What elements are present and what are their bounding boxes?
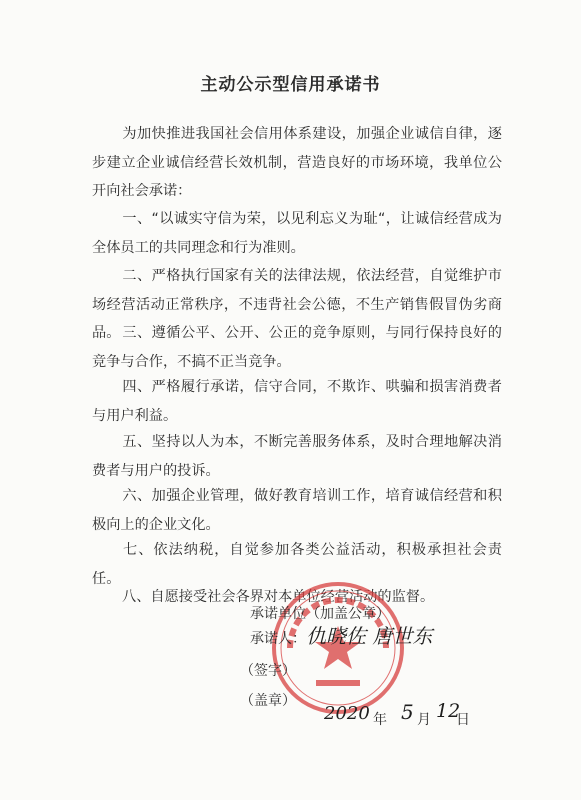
date-year: 2020 [324,703,370,724]
promising-unit-label: 承诺单位（加盖公章） [250,606,390,622]
date-month: 5 [401,700,414,724]
commitment-item-text: 六、加强企业管理，做好教育培训工作，培育诚信经营和积极向上的企业文化。 [92,488,502,533]
commitment-item-4 [92,373,502,430]
signature-note: （签字） [240,663,296,679]
document-title: 主动公示型信用承诺书 [200,75,381,95]
date-day-char: 日 [456,712,470,728]
date-day: 12 [436,700,461,722]
promiser-label: 承诺人： [250,631,306,647]
commitment-item-text: 三、遵循公平、公开、公正的竞争原则，与同行保持良好的竞争与合作，不搞不正当竞争。 [92,325,502,370]
commitment-item-text: 二、严格执行国家有关的法律法规，依法经营，自觉维护市场经营活动正常秩序，不违背社会公德，不生产销售假冒伪劣商品。 [92,268,502,341]
commitment-item-text: 八、自愿接受社会各界对本单位经营活动的监督。 [122,589,435,605]
intro-paragraph [92,120,502,206]
commitment-item-text: 五、坚持以人为本，不断完善服务体系，及时合理地解决消费者与用户的投诉。 [92,434,502,479]
commitment-item-1 [92,205,502,262]
commitment-item-text: 一、“以诚实守信为荣，以见利忘义为耻“，让诚信经营成为全体员工的共同理念和行为准则。 [92,211,502,256]
seal-note: （盖章） [240,693,296,709]
date-month-char: 月 [417,712,431,728]
commitment-item-3 [92,319,502,376]
intro-text: 为加快推进我国社会信用体系建设，加强企业诚信自律，逐步建立企业诚信经营长效机制，营造良好的市场环境，我单位公开向社会承诺： [92,126,502,199]
commitment-item-6 [92,482,502,539]
date-year-char: 年 [373,712,387,728]
commitment-item-text: 四、严格履行承诺，信守合同，不欺诈、哄骗和损害消费者与用户利益。 [92,379,502,424]
commitment-item-text: 七、依法纳税，自觉参加各类公益活动，积极承担社会责任。 [92,542,502,587]
commitment-item-5 [92,428,502,485]
promiser-signature: 仇晓佐 唐世东 [306,624,433,648]
